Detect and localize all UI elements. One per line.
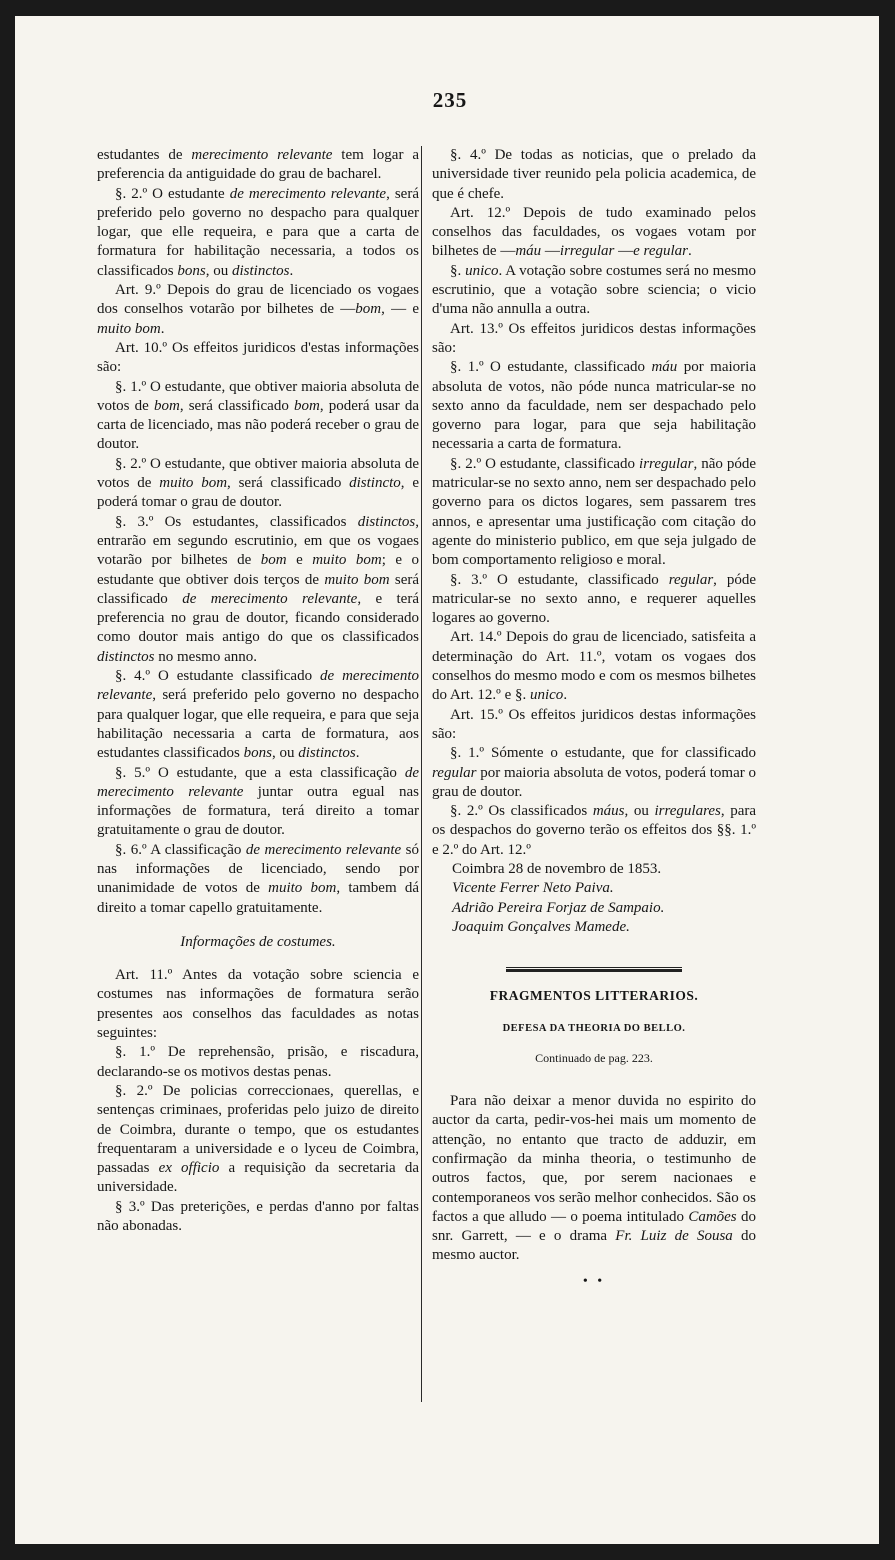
article-body [432,1092,756,1266]
article-subtitle: DEFESA DA THEORIA DO BELLO. [502,1023,686,1035]
newspaper-page [15,16,879,1544]
page-number: 235 [432,88,468,112]
paragraph: Art. 14.º Depois do grau de licenciado, satisfeita a determinação do Art. 11.º, votam os vogaes dos conselhos do mesmo modo e com os mesmos bilhetes do Art. 12.º e §. unico. [432,629,756,704]
paragraph: §. 1.º O estudante, classificado máu por maioria absoluta de votos, não póde nunca matricular-se no sexto anno da faculdade, nem ser despachado pelo governo para logar, para que seja habilitação necessaria a carta de formatura. [432,359,756,453]
paragraph: §. 3.º Os estudantes, classificados distinctos, entrarão em segundo escrutinio, em que os vogaes votarão por bilhetes de bom e muito bom; e o estudante que obtiver dois terços de muito bom será classificado de merecimento relevante, e terá preferencia no grau de doutor, ficando considerado como doutor mais antigo do que os classificados distinctos no mesmo anno. [97,513,419,665]
paragraph: §. 5.º O estudante, que a esta classificação de merecimento relevante juntar outra egual nas informações de formatura, terá direito a tomar gratuitamente o grau de doutor. [97,764,419,839]
continued-note: Continuado de pag. 223. [535,1050,653,1065]
section-divider [506,967,682,972]
paragraph: §. 1.º De reprehensão, prisão, e riscadura, declarando-se os motivos destas penas. [97,1044,419,1080]
paragraph: §. 6.º A classificação de merecimento relevante só nas informações de licenciado, sendo por unanimidade de votos de muito bom, tambem dá direito a tomar capello gratuitamente. [97,841,420,916]
paragraph: §. 1.º O estudante, que obtiver maioria absoluta de votos de bom, será classificado bom, poderá usar da carta de licenciado, mas não poderá receber o grau de doutor. [97,378,419,453]
right-column [432,146,756,1291]
paragraph: §. 2.º O estudante, que obtiver maioria absoluta de votos de muito bom, será classificado distincto, e poderá tomar o grau de doutor. [97,455,419,511]
decree-continuation [432,146,756,937]
signature: Vicente Ferrer Neto Paiva. [452,880,614,897]
section-heading: Informações de costumes. [180,933,336,950]
paragraph: Art. 13.º Os effeitos juridicos destas informações são: [432,320,756,356]
paragraph: §. 4.º De todas as noticias, que o prelado da universidade tiver reunido pela policia academica, de que é chefe. [432,147,756,202]
paragraph: §. 2.º De policias correccionaes, querellas, e sentenças criminaes, proferidas pelo juizo de direito de Coimbra, durante o tempo, que os estudantes frequentaram a universidade e o lyceu de Coimbra, passadas ex officio a requisição da secretaria da universidade. [97,1082,419,1196]
paragraph: Art. 12.º Depois de tudo examinado pelos conselhos das faculdades, os vogaes votam por bilhetes de —máu —irregular —e regular. [432,204,756,260]
end-mark: • • [582,1273,606,1289]
paragraph: §. 3.º O estudante, classificado regular, póde matricular-se no sexto anno, e requerer aquelles logares ao governo. [432,571,756,627]
paragraph: estudantes de merecimento relevante tem logar a preferencia da antiguidade do grau de bacharel. [97,147,419,183]
paragraph: §. 2.º Os classificados máus, ou irregulares, para os despachos do governo terão os effeitos dos §§. 1.º e 2.º do Art. 12.º [432,803,756,858]
paragraph: §. unico. A votação sobre costumes será no mesmo escrutinio, que a votação sobre sciencia; o vicio d'uma não annulla a outra. [432,262,756,318]
paragraph: § 3.º Das preterições, e perdas d'anno por faltas não abonadas. [97,1198,419,1235]
paragraph: Art. 9.º Depois do grau de licenciado os vogaes dos conselhos votarão por bilhetes de —bom, — e muito bom. [97,282,419,337]
paragraph: §. 2.º O estudante de merecimento relevante, será preferido pelo governo no despacho para qualquer logar, que elle requeira, e para que a carta de formatura for habilitação necessaria, a todos os classificados bons, ou distinctos. [97,185,419,279]
dateline: Coimbra 28 de novembro de 1853. [452,860,662,877]
paragraph: §. 4.º O estudante classificado de merecimento relevante, será preferido pelo governo no despacho para qualquer logar, que elle requeira, e para que seja habilitação necessaria a carta de formatura, aos estudantes classificados bons, ou distinctos. [97,668,419,762]
paragraph: §. 1.º Sómente o estudante, que for classificado regular por maioria absoluta de votos, poderá tomar o grau de doutor. [432,745,756,800]
paragraph: Art. 15.º Os effeitos juridicos destas informações são: [432,706,756,742]
column-rule [421,146,422,1402]
paragraph: Art. 10.º Os effeitos juridicos d'estas informações são: [97,339,419,376]
signature: Joaquim Gonçalves Mamede. [452,918,630,935]
paragraph: Art. 11.º Antes da votação sobre sciencia e costumes nas informações de formatura serão presentes aos conselhos das faculdades as notas seguintes: [97,967,419,1042]
left-column [97,146,419,1236]
paragraph: Para não deixar a menor duvida no espirito do auctor da carta, pedir-vos-hei mais um momento de attenção, no entanto que tracto de adduzir, em confirmação da minha theoria, o testimunho de outros factos, que, por serem nacionaes e contemporaneos vos serão melhor conhecidos. São os factos a que alludo — o poema intitulado Camões do snr. Garrett, — e o drama Fr. Luiz de Sousa do mesmo auctor. [432,1093,756,1264]
signature: Adrião Pereira Forjaz de Sampaio. [452,899,665,916]
article-title: FRAGMENTOS LITTERARIOS. [489,988,699,1004]
paragraph: §. 2.º O estudante, classificado irregular, não póde matricular-se no sexto anno, nem ser despachado pelo governo para os dictos logares, sem passarem tres annos, e apresentar uma justificação com citação do agente do ministerio publico, em que seja julgado de bom comportamento religioso e moral. [432,455,756,569]
